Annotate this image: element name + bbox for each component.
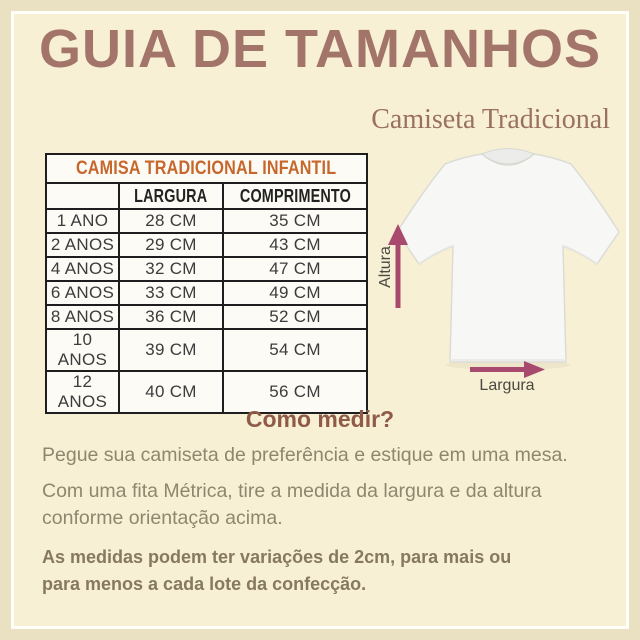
size-cell: 12 ANOS <box>46 371 119 413</box>
largura-cell: 28 CM <box>119 209 223 233</box>
table-row <box>46 233 367 257</box>
page-title: GUIA DE TAMANHOS <box>39 19 601 79</box>
how-to-line1: Pegue sua camiseta de preferência e estique em uma mesa. <box>42 444 568 466</box>
product-subtitle: Camiseta Tradicional <box>371 104 610 135</box>
size-cell: 6 ANOS <box>46 281 119 305</box>
size-variation-note: As medidas podem ter variações de 2cm, para mais ou para menos a cada lote da confecção. <box>42 547 512 594</box>
how-to-line2: Com uma fita Métrica, tire a medida da largura e da altura conforme orientação acima. <box>42 480 542 529</box>
comprimento-cell: 49 CM <box>223 281 367 305</box>
column-header-comprimento <box>223 183 367 209</box>
size-table-corner-cell <box>46 183 119 209</box>
size-cell: 1 ANO <box>46 209 119 233</box>
largura-cell: 33 CM <box>119 281 223 305</box>
comprimento-cell: 35 CM <box>223 209 367 233</box>
size-cell: 8 ANOS <box>46 305 119 329</box>
table-row <box>46 305 367 329</box>
comprimento-cell: 56 CM <box>223 371 367 413</box>
table-row <box>46 281 367 305</box>
table-row <box>46 257 367 281</box>
table-row <box>46 329 367 371</box>
size-cell: 2 ANOS <box>46 233 119 257</box>
size-table-title: CAMISA TRADICIONAL INFANTIL <box>76 157 337 179</box>
comprimento-cell: 43 CM <box>223 233 367 257</box>
size-cell: 4 ANOS <box>46 257 119 281</box>
largura-cell: 40 CM <box>119 371 223 413</box>
size-table-title-row <box>46 154 367 183</box>
column-header-largura <box>119 183 223 209</box>
altura-label: Altura <box>377 246 394 288</box>
largura-label: Largura <box>479 377 535 394</box>
comprimento-cell: 47 CM <box>223 257 367 281</box>
largura-cell: 36 CM <box>119 305 223 329</box>
size-cell: 10 ANOS <box>46 329 119 371</box>
largura-cell: 39 CM <box>119 329 223 371</box>
how-to-heading: Como medir? <box>245 406 395 432</box>
largura-cell: 29 CM <box>119 233 223 257</box>
largura-cell: 32 CM <box>119 257 223 281</box>
tshirt-illustration <box>389 142 627 374</box>
column-header-largura-label: LARGURA <box>134 185 208 206</box>
comprimento-cell: 54 CM <box>223 329 367 371</box>
column-header-comprimento-label: COMPRIMENTO <box>239 185 351 206</box>
size-table-header-row <box>46 183 367 209</box>
comprimento-cell: 52 CM <box>223 305 367 329</box>
tshirt-image <box>389 142 627 374</box>
size-table-title-cell <box>46 154 367 183</box>
size-table <box>45 153 368 414</box>
table-row <box>46 209 367 233</box>
